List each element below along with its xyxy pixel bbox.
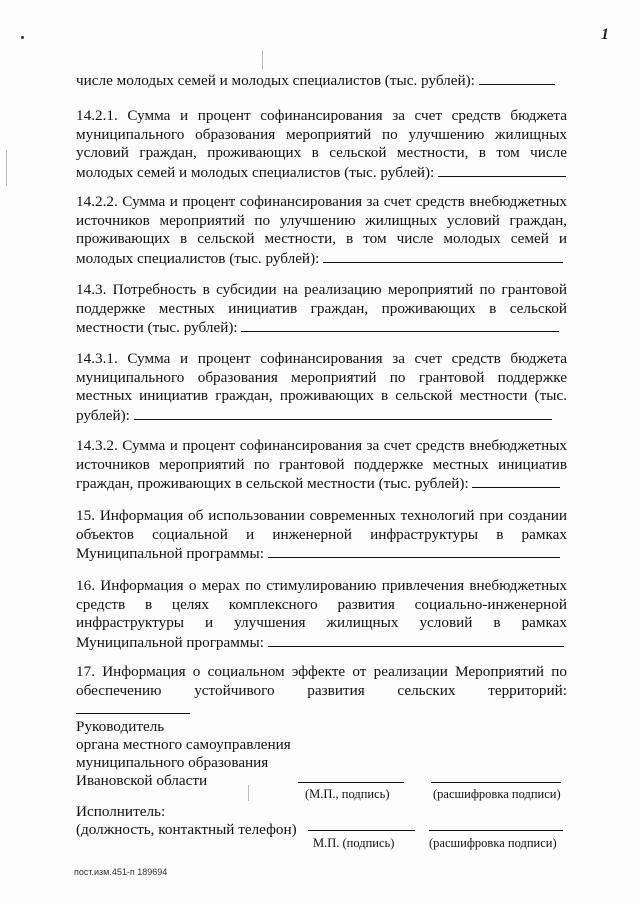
scan-speck <box>6 150 7 186</box>
scan-dot <box>21 36 24 39</box>
fill-in-blank[interactable] <box>479 71 555 85</box>
scan-speck <box>262 50 263 70</box>
paragraph-14-3-1 <box>76 350 567 425</box>
document-footer-ref: пост.изм.451-п 189694 <box>74 867 168 877</box>
signatory-title: муниципального образования <box>76 754 269 771</box>
name-decoding-line[interactable] <box>431 782 561 783</box>
fill-in-blank[interactable] <box>438 163 566 177</box>
paragraph-14-2-2 <box>76 193 567 268</box>
fill-in-blank[interactable] <box>268 544 560 558</box>
fill-in-blank[interactable] <box>241 318 559 332</box>
paragraph-text: 17. Информация о социальном эффекте от реализации Мероприятий по обеспечению устойчивого развития сельских территорий: <box>76 663 567 699</box>
fill-in-blank[interactable] <box>323 249 563 263</box>
paragraph-text: 14.3. Потребность в субсидии на реализацию мероприятий по грантовой поддержке местных инициатив граждан, проживающих в сельской местности (тыс. рублей): <box>76 281 567 337</box>
paragraph-text: 14.2.1. Сумма и процент софинансирования за счет средств бюджета муниципального образования мероприятий по улучшению жилищных условий граждан, проживающих в сельской местности, в том числе молодых семей и молодых специалистов (тыс. рублей): <box>76 107 567 181</box>
name-decoding-caption: (расшифровка подписи) <box>433 787 561 801</box>
paragraph-17 <box>76 663 567 720</box>
signature-caption: (М.П., подпись) <box>305 787 390 801</box>
signatory-title: Ивановской области <box>76 772 208 789</box>
paragraph-text: 14.2.2. Сумма и процент софинансирования за счет средств внебюджетных источников мероприятий по улучшению жилищных условий граждан, проживающих в сельской местности, в том числе молодых семей и молодых специалистов (тыс. рублей): <box>76 193 567 267</box>
fill-in-blank[interactable] <box>268 633 564 647</box>
name-decoding-caption: (расшифровка подписи) <box>429 836 557 850</box>
executor-label: Исполнитель: <box>76 803 166 820</box>
paragraph-text: 14.3.2. Сумма и процент софинансирования за счет средств внебюджетных источников мероприятий по грантовой поддержке местных инициатив граждан, проживающих в сельской местности (тыс. рублей): <box>76 437 567 493</box>
paragraph-16 <box>76 577 567 652</box>
signature-caption: М.П. (подпись) <box>313 836 395 850</box>
signature-line[interactable] <box>308 830 415 831</box>
paragraph-continuation <box>76 71 567 91</box>
scan-speck <box>248 785 249 801</box>
executor-position-label: (должность, контактный телефон) <box>76 821 297 838</box>
page-corner-mark: 1 <box>601 26 609 43</box>
paragraph-14-3-2 <box>76 437 567 494</box>
paragraph-text: 15. Информация об использовании современных технологий при создании объектов социальной и инженерной инфраструктуры в рамках Муниципальной программы: <box>76 507 567 563</box>
paragraph-text: 14.3.1. Сумма и процент софинансирования за счет средств бюджета муниципального образования мероприятий по грантовой поддержке местных инициатив граждан, проживающих в сельской местности (тыс. рублей): <box>76 350 567 424</box>
paragraph-14-2-1 <box>76 107 567 182</box>
paragraph-15 <box>76 507 567 564</box>
signatory-title: Руководитель <box>76 718 165 735</box>
fill-in-blank[interactable] <box>134 406 552 420</box>
paragraph-14-3 <box>76 281 567 338</box>
signature-line[interactable] <box>298 782 404 783</box>
fill-in-blank[interactable] <box>472 474 560 488</box>
paragraph-text: 16. Информация о мерах по стимулированию привлечения внебюджетных средств в целях комплексного развития социально-инженерной инфраструктуры и улучшения жилищных условий в рамках Муниципальной программы: <box>76 577 567 651</box>
name-decoding-line[interactable] <box>429 830 563 831</box>
fill-in-blank[interactable] <box>76 700 190 714</box>
signatory-title: органа местного самоуправления <box>76 736 291 753</box>
paragraph-text: числе молодых семей и молодых специалистов (тыс. рублей): <box>76 72 475 89</box>
